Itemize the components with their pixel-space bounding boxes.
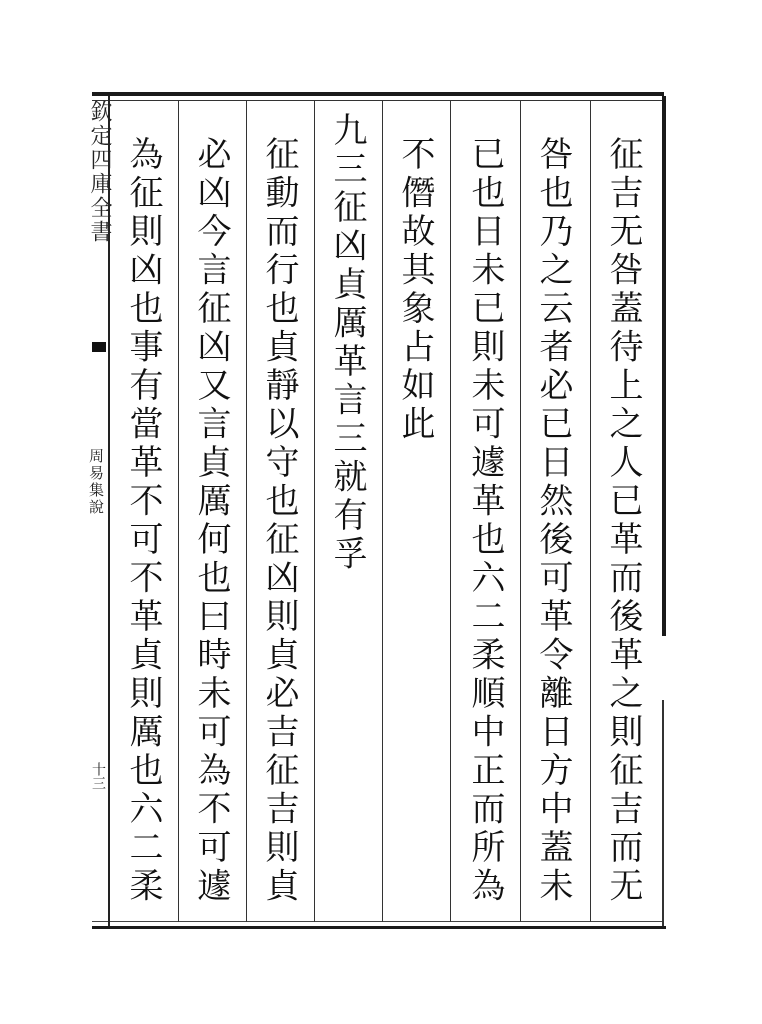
column-divider — [590, 100, 591, 922]
text-column-1: 征吉无咎蓋待上之人已革而後革之則征吉而无 — [603, 136, 643, 906]
column-divider — [246, 100, 247, 922]
frame-top-border — [92, 92, 664, 96]
margin-folio-number: 十三 — [90, 762, 106, 790]
column-divider — [178, 100, 179, 922]
margin-fishtail-mark — [92, 342, 106, 352]
column-divider — [520, 100, 521, 922]
frame-right-border — [662, 96, 666, 636]
margin-series-title: 欽定四庫全書 — [87, 100, 112, 244]
column-divider — [450, 100, 451, 922]
margin-book-title: 周易集說 — [87, 448, 105, 516]
text-column-3: 已也日未已則未可遽革也六二柔順中正而所為 — [465, 136, 505, 906]
frame-right-border-lower — [662, 700, 664, 926]
text-column-6: 征動而行也貞靜以守也征凶則貞必吉征吉則貞 — [259, 136, 299, 906]
text-column-5: 九三征凶貞厲革言三就有孚 — [327, 112, 367, 574]
text-column-2: 咎也乃之云者必已日然後可革令離日方中蓋未 — [533, 136, 573, 906]
column-divider — [314, 100, 315, 922]
text-column-7: 必凶今言征凶又言貞厲何也曰時未可為不可遽 — [191, 136, 231, 906]
text-column-4: 不僭故其象占如此 — [395, 136, 435, 444]
frame-bottom-border — [92, 926, 666, 929]
column-divider — [382, 100, 383, 922]
text-column-8: 為征則凶也事有當革不可不革貞則厲也六二柔 — [123, 136, 163, 906]
